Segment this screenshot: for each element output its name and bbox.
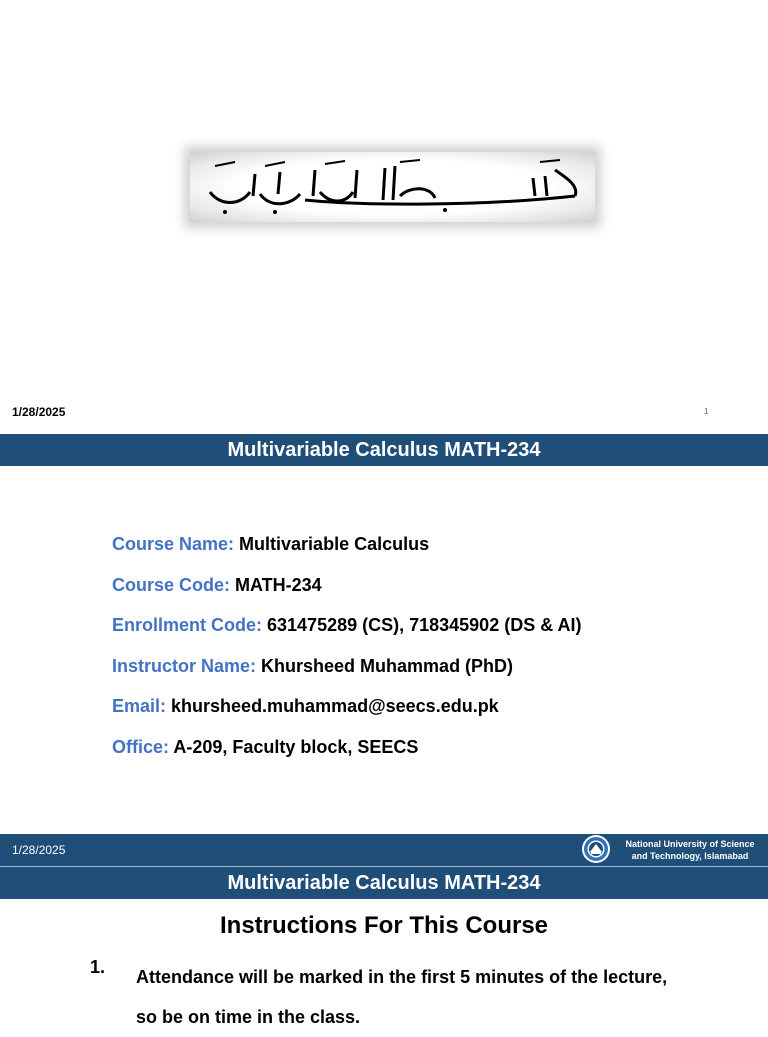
instructions-heading: Instructions For This Course <box>219 912 549 939</box>
instruction-number: 1. <box>90 957 106 977</box>
info-label: Enrollment Code: <box>112 615 268 635</box>
info-value: A-209, Faculty block, SEECS <box>173 736 419 757</box>
info-label: Course Name: <box>112 534 240 554</box>
slide-1-date: 1/28/2025 <box>12 405 66 419</box>
institution-name <box>619 838 761 862</box>
email-row <box>112 692 582 733</box>
instruction-text: Attendance will be marked in the first 5 minutes of the lecture, so be on time in the class. <box>136 967 668 1027</box>
info-label: Course Code: <box>112 574 236 595</box>
email-link[interactable]: khursheed.muhammad@seecs.edu.pk <box>171 696 499 716</box>
office-row <box>112 733 582 774</box>
slide-2-title: Multivariable Calculus MATH-234 <box>227 438 541 461</box>
slide-2-title-bar <box>0 434 768 466</box>
course-code-row <box>112 571 582 612</box>
info-value: Khursheed Muhammad (PhD) <box>261 655 514 676</box>
institution-name-line-1: National University of Science <box>625 839 755 849</box>
slide-3-title: Multivariable Calculus MATH-234 <box>227 871 541 894</box>
enrollment-code-row <box>112 611 582 652</box>
info-label: Office: <box>112 736 174 757</box>
info-value: 631475289 (CS), 718345902 (DS & AI) <box>267 615 582 635</box>
bismillah-calligraphy <box>190 152 595 222</box>
course-name-row <box>112 530 582 571</box>
info-label: Instructor Name: <box>112 655 262 676</box>
institution-name-line-2: and Technology, Islamabad <box>631 851 749 861</box>
info-value: MATH-234 <box>235 574 322 595</box>
info-value: Multivariable Calculus <box>239 534 430 554</box>
info-label: Email: <box>112 696 172 716</box>
slide-1-page-number: 1 <box>704 407 709 416</box>
instructor-name-row <box>112 652 582 693</box>
slide-2-date: 1/28/2025 <box>12 843 66 857</box>
course-info-list <box>112 530 582 773</box>
nust-logo-icon <box>581 834 611 864</box>
slide-3-title-bar <box>0 867 768 899</box>
